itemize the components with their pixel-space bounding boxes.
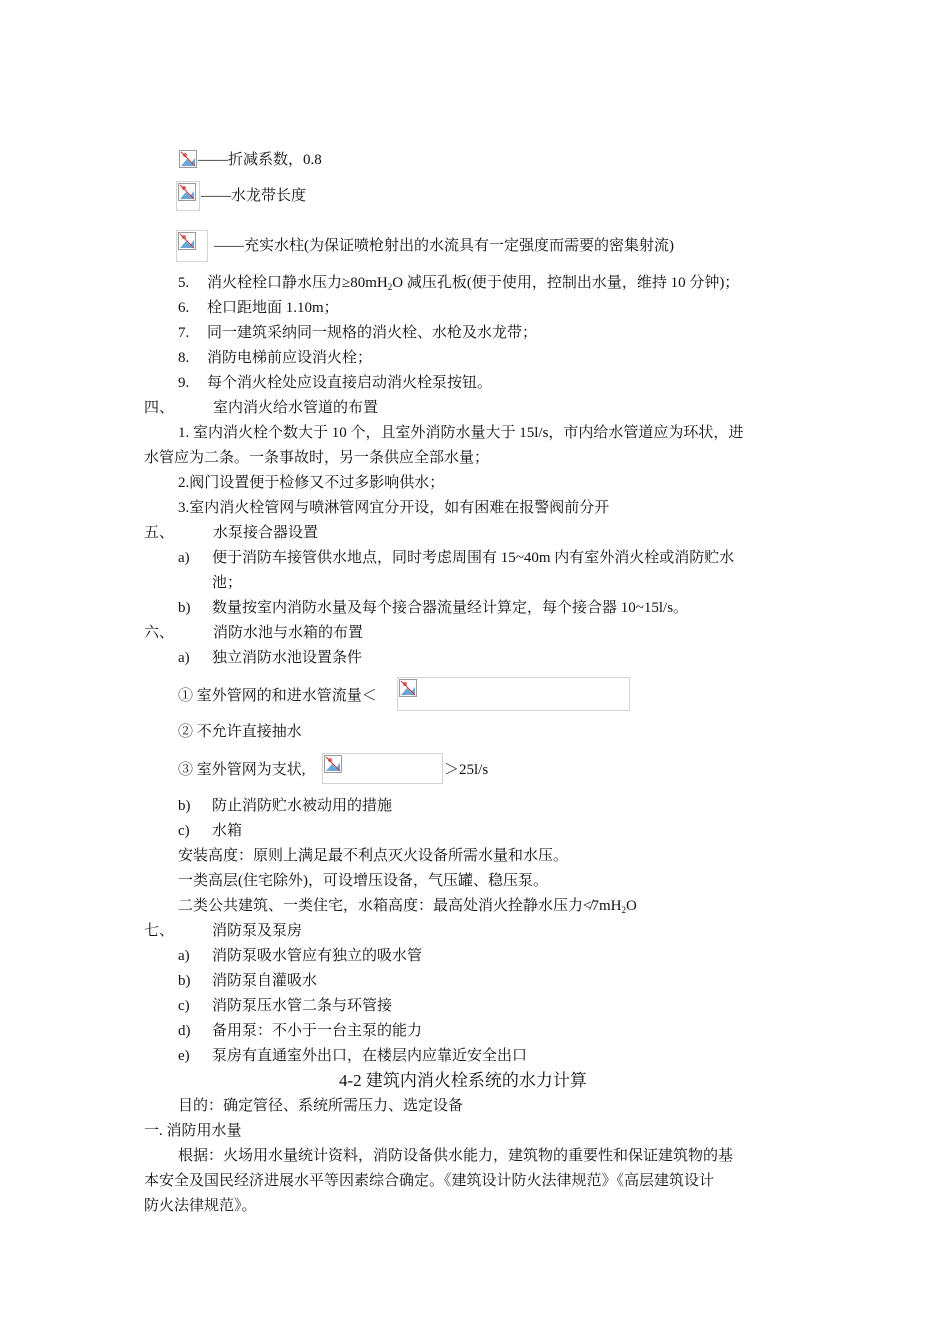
list-item-letter: c) xyxy=(178,823,190,839)
paragraph-line: 水管应为二条。一条事故时，另一条供应全部水量； xyxy=(144,450,490,466)
broken-formula-image-icon xyxy=(178,149,198,169)
condition-item: ③ 室外管网为支状, xyxy=(178,762,306,778)
paragraph-line: 二类公共建筑、一类住宅，水箱高度：最高处消火拴静水压力$≮7mH_2O$ xyxy=(178,898,637,915)
list-item: 数量按室内消防水量及每个接合器流量经计算定，每个接合器 10~15l/s。 xyxy=(212,600,689,616)
list-item: 每个消火栓处应设直接启动消火栓泵按钮。 xyxy=(207,375,493,391)
paragraph-line: 本安全及国民经济进展水平等因素综合确定。《建筑设计防火法律规范》《高层建筑设计 xyxy=(144,1173,715,1189)
list-item: 同一建筑采纳同一规格的消火栓、水枪及水龙带； xyxy=(207,325,538,341)
list-item-number: 7. xyxy=(178,325,190,341)
section-heading: 水泵接合器设置 xyxy=(213,525,319,541)
list-item: 独立消防水池设置条件 xyxy=(212,650,363,666)
paragraph-line: 目的：确定管径、系统所需压力、选定设备 xyxy=(178,1098,464,1114)
list-item-letter: a) xyxy=(178,550,190,566)
list-item-letter: a) xyxy=(178,948,190,964)
list-item: 备用泵：不小于一台主泵的能力 xyxy=(212,1023,423,1039)
paragraph-line: 3.室内消火栓管网与喷淋管网宜分开设，如有困难在报警阀前分开 xyxy=(178,500,610,516)
list-item-letter: a) xyxy=(178,650,190,666)
list-item: 防止消防贮水被动用的措施 xyxy=(212,798,393,814)
list-item: 泵房有直通室外出口，在楼层内应靠近安全出口 xyxy=(212,1048,528,1064)
section-number: 七、 xyxy=(144,923,175,939)
list-item-continuation: 池； xyxy=(212,575,243,591)
broken-formula-image-box xyxy=(322,753,443,784)
broken-formula-image-icon xyxy=(176,230,208,262)
paragraph-line: 防火法律规范》。 xyxy=(144,1198,257,1214)
subsection-heading: 一. 消防用水量 xyxy=(144,1123,242,1139)
broken-formula-image-icon xyxy=(176,181,200,211)
condition-value: ＞25l/s xyxy=(444,762,489,778)
list-item-number: 8. xyxy=(178,350,190,366)
section-number: 四、 xyxy=(144,400,175,416)
formula-def-ld: ——水龙带长度 xyxy=(201,188,307,204)
list-item: 消防泵压水管二条与环管接 xyxy=(212,998,393,1014)
paragraph-line: 安装高度：原则上满足最不利点灭火设备所需水量和水压。 xyxy=(178,848,569,864)
chapter-title: 4-2 建筑内消火栓系统的水力计算 xyxy=(339,1071,587,1090)
list-item: 便于消防车接管供水地点，同时考虑周围有 15~40m 内有室外消火栓或消防贮水 xyxy=(212,550,735,566)
section-heading: 室内消火给水管道的布置 xyxy=(213,400,379,416)
list-item-number: 6. xyxy=(178,300,190,316)
paragraph-line: 1. 室内消火栓个数大于 10 个，且室外消防水量大于 15l/s，市内给水管道应为环状，进 xyxy=(178,425,744,441)
formula-def-hm: ——充实水柱(为保证喷枪射出的水流具有一定强度而需要的密集射流) xyxy=(214,238,674,254)
list-item-letter: b) xyxy=(178,798,191,814)
broken-formula-image-box xyxy=(397,677,630,711)
formula-def-k: ——折减系数，0.8 xyxy=(198,152,322,168)
list-item: 消防泵吸水管应有独立的吸水管 xyxy=(212,948,423,964)
list-item: 水箱 xyxy=(212,823,243,839)
paragraph-line: 根据：火场用水量统计资料，消防设备供水能力，建筑物的重要性和保证建筑物的基 xyxy=(178,1148,734,1164)
paragraph-line: 2.阀门设置便于检修又不过多影响供水； xyxy=(178,475,445,491)
list-item: 消防电梯前应设消火栓； xyxy=(207,350,373,366)
list-item: 消火栓栓口静水压力$\ge 80mH_2O$ 减压孔板(便于使用，控制出水量，维持 10 分钟)； xyxy=(207,275,740,292)
list-item-letter: b) xyxy=(178,973,191,989)
list-item-letter: e) xyxy=(178,1048,190,1064)
list-item-letter: d) xyxy=(178,1023,191,1039)
paragraph-line: 一类高层(住宅除外)，可设增压设备，气压罐、稳压泵。 xyxy=(178,873,548,889)
list-item-letter: b) xyxy=(178,600,191,616)
section-number: 五、 xyxy=(144,525,175,541)
list-item-number: 5. xyxy=(178,275,190,291)
list-item-number: 9. xyxy=(178,375,190,391)
list-item: 消防泵自灌吸水 xyxy=(212,973,318,989)
list-item-letter: c) xyxy=(178,998,190,1014)
condition-item: ① 室外管网的和进水管流量＜ xyxy=(178,688,377,704)
condition-item: ② 不允许直接抽水 xyxy=(178,724,302,740)
section-heading: 消防泵及泵房 xyxy=(212,923,303,939)
section-number: 六、 xyxy=(144,625,175,641)
list-item: 栓口距地面 1.10m； xyxy=(207,300,339,316)
section-heading: 消防水池与水箱的布置 xyxy=(213,625,364,641)
